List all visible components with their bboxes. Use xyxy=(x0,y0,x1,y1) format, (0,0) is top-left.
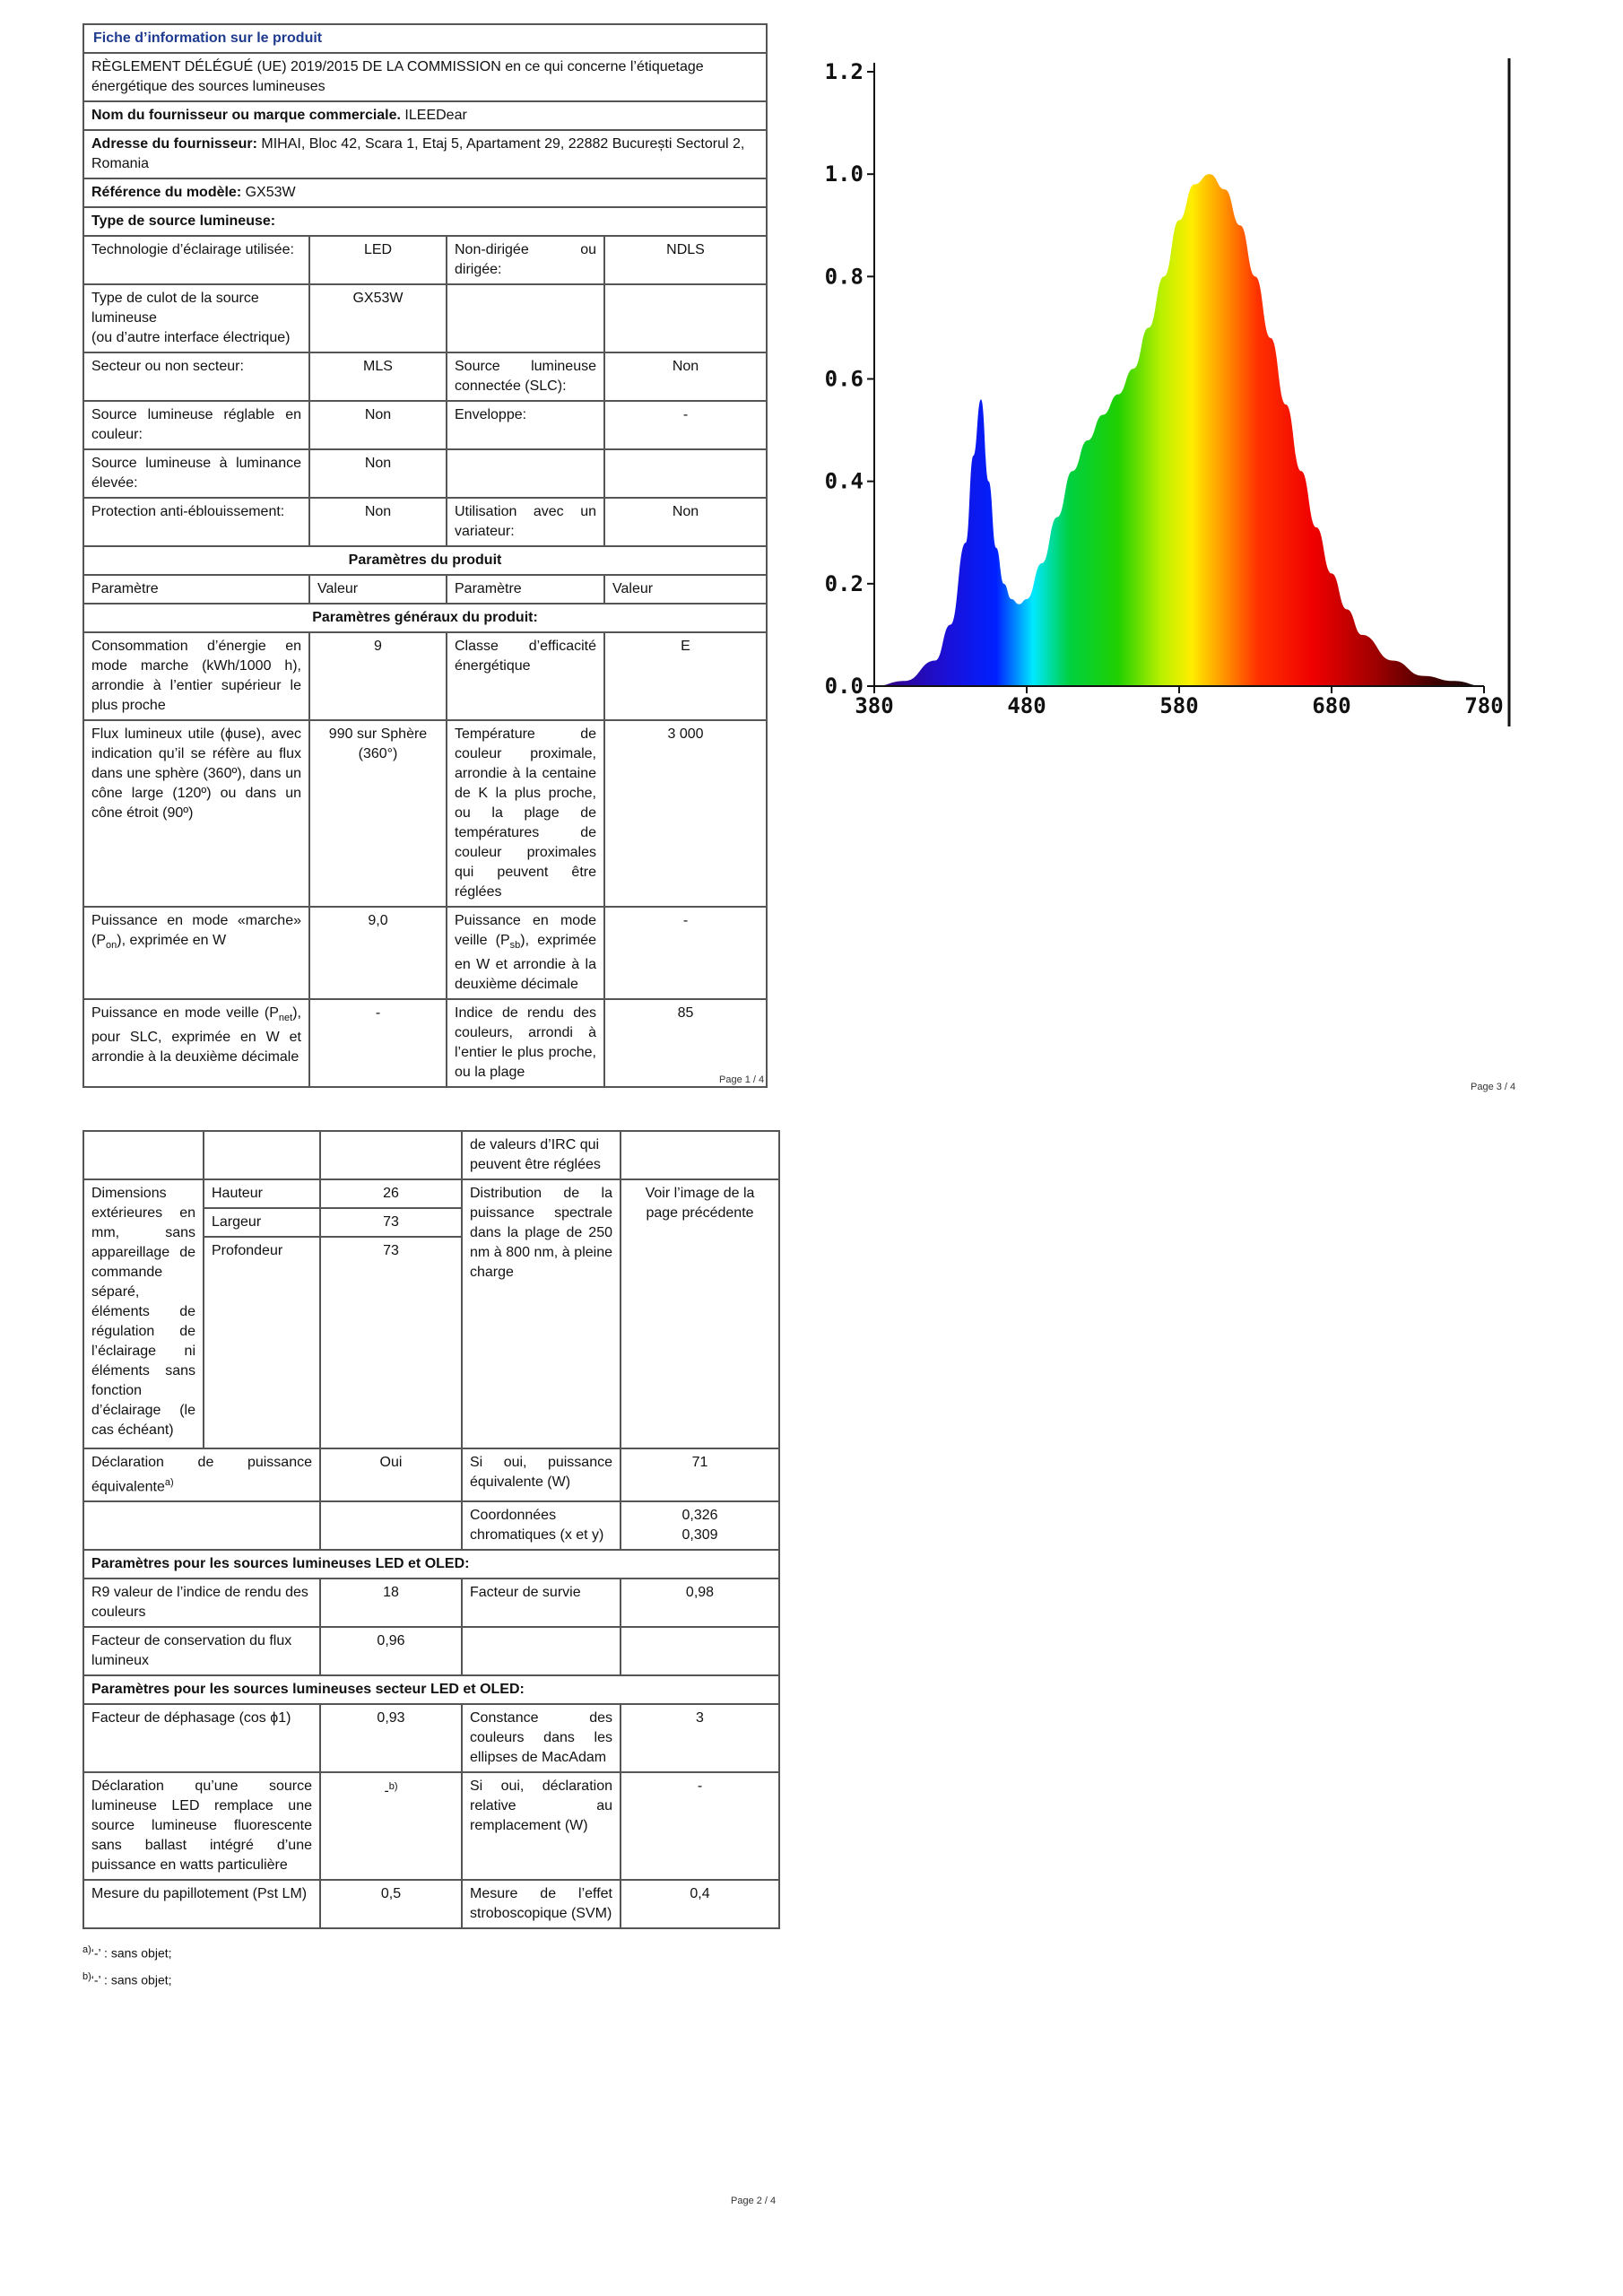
empty-cell xyxy=(83,1131,204,1179)
footnote-b xyxy=(82,1965,778,1992)
survival-value: 0,98 xyxy=(621,1578,779,1627)
x-tick-label: 580 xyxy=(1159,693,1199,718)
dims-label: Dimensions extérieures en mm, sans appareillage de commande séparé, éléments de régulation de l’éclairage ni éléments sans fonction d’éclairage (le cas échéant) xyxy=(83,1179,204,1448)
product-info-table-page-1 xyxy=(82,23,768,1088)
width-label: Largeur xyxy=(204,1208,320,1237)
page-2-number: Page 2 / 4 xyxy=(731,2196,777,2206)
supplier-label: Nom du fournisseur ou marque commerciale. xyxy=(91,108,401,123)
replace-w-value: - xyxy=(621,1772,779,1880)
spectrum-area xyxy=(874,174,1484,686)
x-tick-label: 780 xyxy=(1464,693,1504,718)
macadam-label: Constance des couleurs dans les ellipses de MacAdam xyxy=(462,1704,621,1772)
footnote-a-mark: a) xyxy=(82,1944,91,1956)
cap-label-line2: (ou d’autre interface électrique) xyxy=(91,330,291,345)
pon-value: 9,0 xyxy=(309,907,447,999)
maint-label: Facteur de conservation du flux lumineux xyxy=(83,1627,320,1675)
supplier-row xyxy=(83,101,767,130)
x-tick-label: 680 xyxy=(1312,693,1351,718)
general-params-header: Paramètres généraux du produit: xyxy=(83,604,767,632)
address-value: MIHAI, Bloc 42, Scara 1, Etaj 5, Apartament 29, 22882 București Sectorul 2, Romania xyxy=(91,136,745,171)
cct-value: 3 000 xyxy=(604,720,767,907)
envelope-label: Enveloppe: xyxy=(447,401,604,449)
page-1-number: Page 1 / 4 xyxy=(719,1074,765,1085)
nondir-value: NDLS xyxy=(604,236,767,284)
pnet-label xyxy=(83,999,309,1087)
strobo-value: 0,4 xyxy=(621,1880,779,1928)
slc-value: Non xyxy=(604,352,767,401)
model-label: Référence du modèle: xyxy=(91,185,242,200)
col-value: Valeur xyxy=(309,575,447,604)
dimmer-value: Non xyxy=(604,498,767,546)
page-title: Fiche d’information sur le produit xyxy=(83,24,767,53)
page-2 xyxy=(82,1130,778,1992)
energy-value: 9 xyxy=(309,632,447,720)
y-tick-label: 0.2 xyxy=(825,570,864,596)
mains-led-params-header: Paramètres pour les sources lumineuses secteur LED et OLED: xyxy=(83,1675,779,1704)
cap-label-line1: Type de culot de la source lumineuse xyxy=(91,291,259,326)
psb-label-b: ), exprimée en W et arrondie à la deuxième décimale xyxy=(455,933,596,993)
equiv-value: Oui xyxy=(320,1448,462,1501)
chroma-y: 0,309 xyxy=(681,1527,718,1544)
equiv-label-text: Déclaration de puissance équivalente xyxy=(91,1455,312,1495)
pnet-label-a: Puissance en mode veille (P xyxy=(91,1005,279,1022)
page-3-number: Page 3 / 4 xyxy=(1471,1082,1516,1092)
footnote-b-text: ‘-’ : sans objet; xyxy=(91,1972,172,1987)
chroma-label: Coordonnées chromatiques (x et y) xyxy=(462,1501,621,1550)
eff-class-label: Classe d’efficacité énergétique xyxy=(447,632,604,720)
x-tick-label: 380 xyxy=(855,693,894,718)
equiv-label xyxy=(83,1448,320,1501)
mains-value: MLS xyxy=(309,352,447,401)
address-row xyxy=(83,130,767,178)
y-tick-label: 0.6 xyxy=(825,366,864,392)
y-tick-label: 1.2 xyxy=(825,59,864,84)
r9-value: 18 xyxy=(320,1578,462,1627)
r9-label: R9 valeur de l’indice de rendu des couleurs xyxy=(83,1578,320,1627)
cri-continued: de valeurs d’IRC qui peuvent être réglées xyxy=(462,1131,621,1179)
y-tick-label: 0.4 xyxy=(825,468,864,494)
pf-label: Facteur de déphasage (cos ϕ1) xyxy=(83,1704,320,1772)
nondir-label: Non-dirigée ou dirigée: xyxy=(447,236,604,284)
empty-cell xyxy=(621,1131,779,1179)
empty-cell xyxy=(462,1627,621,1675)
source-type-header: Type de source lumineuse: xyxy=(83,207,767,236)
tech-value: LED xyxy=(309,236,447,284)
flicker-label: Mesure du papillotement (Pst LM) xyxy=(83,1880,320,1928)
pnet-sub: net xyxy=(278,1013,293,1024)
product-info-table-page-2 xyxy=(82,1130,780,1929)
empty-cell xyxy=(204,1131,320,1179)
cri-value: 85 xyxy=(604,999,767,1087)
product-params-header: Paramètres du produit xyxy=(83,546,767,575)
color-value: Non xyxy=(309,401,447,449)
glare-label: Protection anti-éblouissement: xyxy=(83,498,309,546)
psb-sub: sb xyxy=(509,940,521,952)
pnet-value: - xyxy=(309,999,447,1087)
footnote-a-text: ‘-’ : sans objet; xyxy=(91,1945,172,1961)
empty-cell xyxy=(604,284,767,352)
flux-label: Flux lumineux utile (ϕuse), avec indication qu’il se réfère au flux dans une sphère (360º), dans un cône large (120º) ou dans un cône étroit (90º) xyxy=(83,720,309,907)
col-param: Paramètre xyxy=(83,575,309,604)
equiv-sup: a) xyxy=(164,1477,174,1488)
pnet-label-b: ), pour SLC, exprimée en W et arrondie à la deuxième décimale xyxy=(91,1005,301,1065)
address-label: Adresse du fournisseur: xyxy=(91,136,257,152)
model-value: GX53W xyxy=(245,185,296,200)
cap-label xyxy=(83,284,309,352)
col-param: Paramètre xyxy=(447,575,604,604)
pon-sub: on xyxy=(106,940,117,952)
glare-value: Non xyxy=(309,498,447,546)
led-params-header: Paramètres pour les sources lumineuses LED et OLED: xyxy=(83,1550,779,1578)
survival-label: Facteur de survie xyxy=(462,1578,621,1627)
color-label: Source lumineuse réglable en couleur: xyxy=(83,401,309,449)
chroma-value xyxy=(621,1501,779,1550)
spd-label: Distribution de la puissance spectrale dans la plage de 250 nm à 800 nm, à pleine charge xyxy=(462,1179,621,1448)
empty-cell xyxy=(320,1501,462,1550)
pf-value: 0,93 xyxy=(320,1704,462,1772)
pon-label-a: Puissance en mode «marche» (P xyxy=(91,913,301,948)
page-1 xyxy=(82,23,766,1088)
psb-label xyxy=(447,907,604,999)
empty-cell xyxy=(621,1627,779,1675)
col-value: Valeur xyxy=(604,575,767,604)
tech-label: Technologie d’éclairage utilisée: xyxy=(83,236,309,284)
pon-label xyxy=(83,907,309,999)
psb-value: - xyxy=(604,907,767,999)
spectral-distribution-chart xyxy=(825,36,1524,744)
highlum-value: Non xyxy=(309,449,447,498)
macadam-value: 3 xyxy=(621,1704,779,1772)
height-label: Hauteur xyxy=(204,1179,320,1208)
flux-value: 990 sur Sphère (360°) xyxy=(309,720,447,907)
replace-value-text: - xyxy=(384,1783,389,1799)
x-tick-label: 480 xyxy=(1007,693,1046,718)
empty-cell xyxy=(83,1501,320,1550)
strobo-label: Mesure de l’effet stroboscopique (SVM) xyxy=(462,1880,621,1928)
highlum-label: Source lumineuse à luminance élevée: xyxy=(83,449,309,498)
spd-value: Voir l’image de la page précédente xyxy=(621,1179,779,1448)
replace-label: Déclaration qu’une source lumineuse LED remplace une source lumineuse fluorescente sans ballast intégré d’une puissance en watts particulière xyxy=(83,1772,320,1880)
regulation-text: RÈGLEMENT DÉLÉGUÉ (UE) 2019/2015 DE LA COMMISSION en ce qui concerne l’étiquetage énergétique des sources lumineuses xyxy=(83,53,767,101)
empty-cell xyxy=(320,1131,462,1179)
energy-label: Consommation d’énergie en mode marche (kWh/1000 h), arrondie à l’entier supérieur le plus proche xyxy=(83,632,309,720)
y-tick-label: 0.0 xyxy=(825,674,864,699)
supplier-value: ILEEDear xyxy=(404,108,467,123)
eff-class-value: E xyxy=(604,632,767,720)
empty-cell xyxy=(447,284,604,352)
depth-value: 73 xyxy=(320,1237,462,1448)
y-tick-label: 0.8 xyxy=(825,264,864,290)
equiv-power-label: Si oui, puissance équivalente (W) xyxy=(462,1448,621,1501)
y-tick-label: 1.0 xyxy=(825,161,864,187)
psb-label-a: Puissance en mode veille (P xyxy=(455,913,596,948)
height-value: 26 xyxy=(320,1179,462,1208)
footnote-a xyxy=(82,1938,778,1965)
empty-cell xyxy=(447,449,604,498)
footnotes xyxy=(82,1938,778,1991)
envelope-value: - xyxy=(604,401,767,449)
mains-label: Secteur ou non secteur: xyxy=(83,352,309,401)
replace-sup: b) xyxy=(388,1781,398,1793)
replace-w-label: Si oui, déclaration relative au remplacement (W) xyxy=(462,1772,621,1880)
cct-label: Température de couleur proximale, arrondie à la centaine de K la plus proche, ou la plage de températures de couleur proximales qui peuvent être réglées xyxy=(447,720,604,907)
cri-label: Indice de rendu des couleurs, arrondi à l’entier le plus proche, ou la plage xyxy=(447,999,604,1087)
maint-value: 0,96 xyxy=(320,1627,462,1675)
cap-value: GX53W xyxy=(309,284,447,352)
flicker-value: 0,5 xyxy=(320,1880,462,1928)
slc-label: Source lumineuse connectée (SLC): xyxy=(447,352,604,401)
equiv-power-value: 71 xyxy=(621,1448,779,1501)
chroma-x: 0,326 xyxy=(681,1508,718,1524)
footnote-b-mark: b) xyxy=(82,1970,91,1982)
depth-label: Profondeur xyxy=(204,1237,320,1448)
replace-value xyxy=(320,1772,462,1880)
pon-label-b: ), exprimée en W xyxy=(117,933,227,948)
model-row xyxy=(83,178,767,207)
width-value: 73 xyxy=(320,1208,462,1237)
dimmer-label: Utilisation avec un variateur: xyxy=(447,498,604,546)
empty-cell xyxy=(604,449,767,498)
